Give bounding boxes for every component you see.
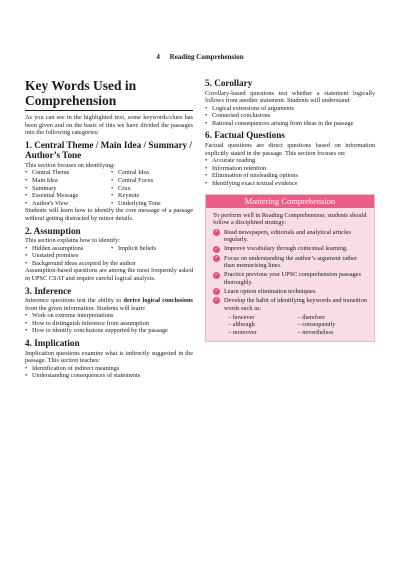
- heading-implication: 4. Implication: [25, 338, 80, 349]
- strategy-item: ✓ Practice previous year UPSC comprehension passages thoroughly.: [214, 271, 361, 286]
- intro-paragraph: As you can see in the highlighted text, some keywords/clues has been given and on the basis of this we have divided the passages into the following categories:: [25, 114, 193, 137]
- running-head: [0, 53, 400, 61]
- assumption-tail: Assumption-based questions are among the most frequently asked in UPSC CSAT and require careful logical analysis.: [25, 267, 193, 282]
- check-circle-icon: ✓: [214, 255, 219, 261]
- list-item: • Unstated premises: [25, 252, 193, 260]
- list-item: • Summary: [25, 185, 107, 193]
- list-item: • Information retention: [205, 165, 375, 173]
- list-item: • Crux: [111, 185, 193, 193]
- central-theme-tail: Students will learn how to identify the core message of a passage without getting distracted by minor details.: [25, 207, 193, 222]
- factual-lead: Factual questions are direct questions based on information explicitly stated in the passage. This section focuses on:: [205, 141, 375, 157]
- mastering-box: [205, 194, 375, 343]
- heading-corollary: 5. Corollary: [205, 78, 253, 88]
- list-item: • Work on extreme interpretations: [25, 312, 193, 320]
- transition-words: [213, 314, 367, 337]
- strategy-item: ✓ Learn option elimination techniques.: [214, 287, 317, 295]
- heading-inference: 3. Inference: [25, 285, 72, 296]
- transition-word: – moreover: [228, 329, 298, 337]
- list-item: • Identifying exact textual evidence: [205, 180, 375, 188]
- running-title: Reading Comprehension: [169, 53, 244, 61]
- transition-word: – although: [228, 321, 298, 329]
- check-circle-icon: ✓: [214, 297, 219, 304]
- section-title: Key Words Used in Comprehension: [25, 78, 137, 108]
- strategy-item: ✓ Focus on understanding the author’s argument rather than memorising lines.: [214, 254, 358, 270]
- list-item: • Author's View: [25, 200, 107, 208]
- strategy-item: ✓ Develop the habit of identifying keywords and transition words such as:: [214, 296, 367, 312]
- strategy-item: ✓ Improve vocabulary through contextual learning.: [214, 245, 348, 253]
- list-item: • Identification of indirect meanings: [25, 365, 193, 373]
- heading-assumption: 2. Assumption: [25, 225, 81, 236]
- list-item: • Central Focus: [111, 177, 193, 185]
- implication-list: [25, 365, 193, 380]
- list-item: • Elimination of misleading options: [205, 172, 375, 180]
- list-item: • Implicit beliefs: [111, 245, 193, 253]
- corollary-list: [205, 105, 375, 128]
- list-item: • Essential Message: [25, 192, 107, 200]
- assumption-list: [25, 252, 193, 267]
- left-column: [25, 78, 193, 380]
- list-item: • How to identify conclusions supported by the passage: [25, 327, 193, 335]
- heading-factual: 6. Factual Questions: [205, 130, 285, 141]
- inference-list: [25, 312, 193, 335]
- transition-word: – nevertheless: [298, 329, 368, 337]
- list-item: • Background ideas accepted by the author: [25, 260, 193, 268]
- right-column: [205, 78, 375, 342]
- implication-lead: Implication questions examine what is indirectly suggested in the passage. This section teaches:: [25, 349, 193, 365]
- check-circle-icon: ✓: [214, 288, 219, 295]
- central-theme-list: [25, 169, 193, 207]
- strategy-item: ✓ Read newspapers, editorials and analytical articles regularly.: [214, 228, 351, 244]
- transition-word: – consequently: [298, 321, 368, 329]
- box-title: Mastering Comprehension: [206, 195, 374, 208]
- list-item: • Main Idea: [25, 177, 107, 185]
- list-item: • Hidden assumptions: [25, 245, 107, 253]
- list-item: • How to distinguish inference from assumption: [25, 320, 193, 328]
- page-number: 4: [156, 53, 160, 61]
- list-item: • Connected conclusions: [205, 112, 375, 120]
- check-circle-icon: ✓: [214, 245, 219, 252]
- list-item: • Central Idea: [111, 169, 193, 177]
- transition-word: – therefore: [298, 314, 368, 322]
- heading-central-theme: 1. Central Theme / Main Idea / Summary / Author’s Tone: [25, 139, 192, 161]
- box-body: [206, 208, 374, 342]
- inference-lead: Inference questions test the ability to derive logical conclusions from the given information. Students will learn:: [25, 297, 194, 312]
- list-item: • Logical extensions of arguments: [205, 105, 375, 113]
- list-item: • Keynote: [111, 192, 193, 200]
- transition-word: – however: [228, 314, 298, 322]
- check-circle-icon: ✓: [214, 229, 219, 236]
- box-intro: To perform well in Reading Comprehension, students should follow a disciplined strategy:: [213, 211, 367, 227]
- list-item: • Understanding consequences of statements: [25, 372, 193, 380]
- central-theme-lead: This section focuses on identifying:: [25, 161, 115, 169]
- factual-list: [205, 157, 375, 187]
- list-item: • Accurate reading: [205, 157, 375, 165]
- corollary-lead: Corollary-based questions test whether a statement logically follows from another statement. Students will understand:: [205, 89, 375, 105]
- inference-emphasis: derive logical conclusions: [123, 297, 194, 305]
- title-rule: [25, 110, 193, 111]
- assumption-pair-list: [25, 245, 193, 253]
- list-item: • Rational consequences arising from ideas in the passage: [205, 120, 375, 128]
- strategy-list: [213, 229, 367, 312]
- list-item: • Central Theme: [25, 169, 107, 177]
- check-circle-icon: ✓: [214, 271, 219, 278]
- assumption-lead: This section explains how to identify:: [25, 237, 120, 245]
- list-item: • Underlying Tone: [111, 200, 193, 208]
